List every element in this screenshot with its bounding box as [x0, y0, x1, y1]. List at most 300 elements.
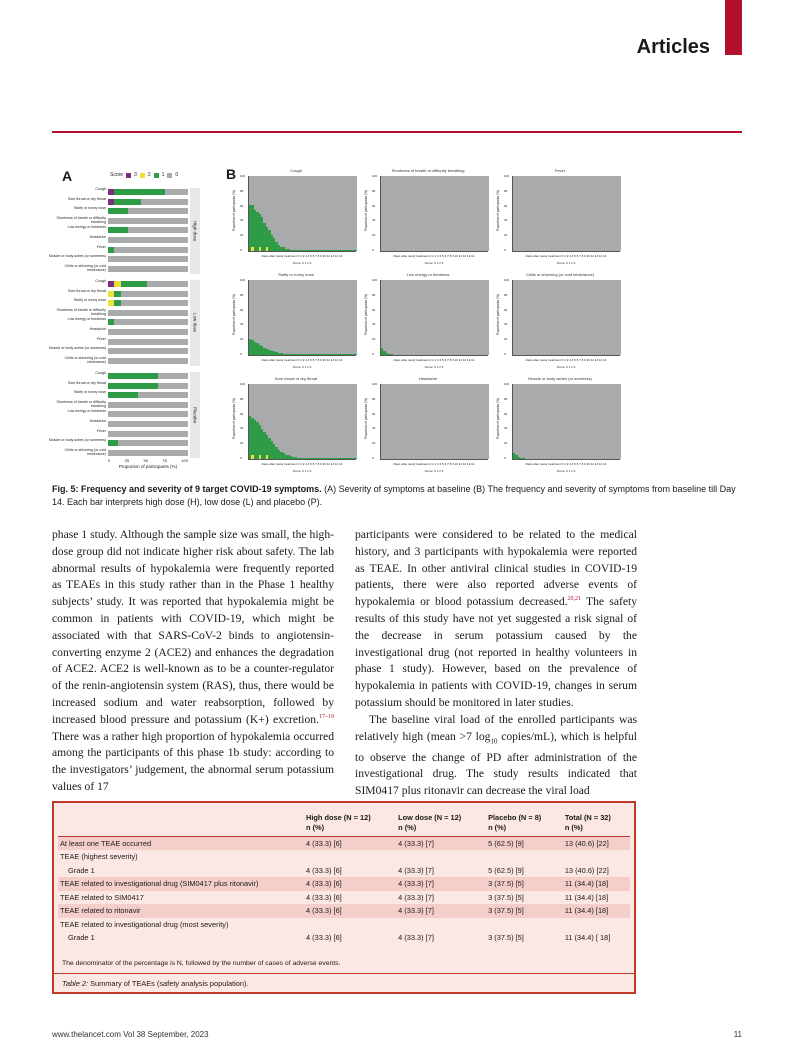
- plot-area: [512, 280, 620, 356]
- day-bar: [487, 176, 490, 251]
- symptom-label: Shortness of breath or difficulty breathing: [56, 215, 106, 224]
- row-label: Grade 1: [68, 933, 95, 943]
- tick-label: 0: [240, 455, 242, 460]
- y-axis-ticks: [372, 382, 377, 460]
- symptom-chart: [496, 272, 624, 372]
- tick-label: 40: [240, 426, 244, 431]
- plot-area: [380, 384, 488, 460]
- symptom-row: [52, 410, 202, 418]
- row-label: TEAE related to ritonavir: [58, 904, 304, 918]
- figure-5: [48, 160, 622, 473]
- legend-label: 2: [147, 172, 151, 178]
- tick-label: 100: [504, 278, 510, 282]
- cell-value: [563, 918, 630, 932]
- tick-label: 100: [181, 458, 188, 463]
- legend-label: 1: [161, 172, 165, 178]
- right-col-text-2a: The baseline viral load of the enrolled participants was relatively high (mean >7 log: [355, 712, 637, 743]
- cell-value: 11 (34.4) [ 18]: [564, 933, 611, 943]
- chart-title: Stuffy or runny nose: [278, 272, 314, 277]
- symptom-label: Chills or shivering (or cold intolerance): [64, 355, 106, 364]
- proportion-bar: [108, 300, 188, 306]
- score-segment: [121, 281, 147, 287]
- tick-label: 0: [504, 351, 506, 356]
- tick-label: 60: [372, 307, 376, 312]
- symptom-label: Low energy or tiredness: [67, 409, 106, 414]
- day-bar: [355, 384, 358, 459]
- tick-label: 40: [372, 426, 376, 431]
- plot-area: [512, 176, 620, 252]
- symptom-chart: [232, 272, 360, 372]
- tick-label: 80: [240, 396, 244, 401]
- y-axis-label: Proportion of participants (%): [496, 294, 500, 336]
- symptom-row: [52, 328, 202, 336]
- tick-label: 0: [504, 455, 506, 460]
- chart-title: Fever: [554, 168, 566, 173]
- tick-label: 0: [372, 351, 374, 356]
- cell-value: [563, 850, 630, 864]
- tick-label: 100: [504, 174, 510, 178]
- tick-label: 100: [372, 278, 378, 282]
- log-subscript: 10: [490, 736, 498, 745]
- tick-label: 40: [240, 322, 244, 327]
- x-axis-label: Days after study treatment 0 1 2 3 4 5 6 7 8 9 10 11 12 13 14: [525, 254, 607, 258]
- cell-value: 4 (33.3) [7]: [398, 865, 434, 875]
- x-axis-title: Proportion of participants (%): [118, 464, 178, 469]
- proportion-bar: [108, 411, 188, 417]
- tick-label: 80: [372, 292, 376, 297]
- symptom-label: Sore throat or dry throat: [67, 196, 106, 201]
- tick-label: 40: [504, 426, 508, 431]
- panel-b-label: B: [226, 166, 237, 182]
- tick-label: 60: [240, 411, 244, 416]
- symptom-label: Low energy or tiredness: [67, 225, 106, 230]
- tick-label: 40: [372, 218, 376, 223]
- table-caption: [54, 973, 634, 993]
- symptom-label: Stuffy or runny nose: [73, 298, 106, 303]
- group-label: Placebo: [190, 372, 200, 458]
- proportion-bar: [108, 392, 188, 398]
- tick-label: 40: [504, 218, 508, 223]
- legend-swatch: [167, 173, 172, 178]
- symptom-row: [52, 357, 202, 365]
- symptom-label: Stuffy or runny nose: [73, 390, 106, 395]
- symptom-row: [52, 430, 202, 438]
- symptom-label: Headache: [89, 327, 106, 331]
- symptom-label: Shortness of breath or difficulty breathing: [56, 399, 106, 408]
- symptom-row: [48, 346, 202, 355]
- symptom-chart: [496, 168, 624, 268]
- tick-label: 0: [108, 458, 111, 463]
- table-row: [58, 904, 630, 918]
- y-axis-label: Proportion of participants (%): [364, 190, 368, 232]
- symptom-row: [52, 246, 202, 254]
- y-axis-label: Proportion of participants (%): [232, 398, 236, 440]
- proportion-bar: [108, 383, 188, 389]
- symptom-row: [52, 318, 202, 326]
- cell-value: 4 (33.3) [7]: [396, 904, 486, 918]
- symptom-label: Sore throat or dry throat: [67, 380, 106, 385]
- y-axis-label: Proportion of participants (%): [232, 294, 236, 336]
- caption-title: Frequency and severity of 9 target COVID-19 symptoms.: [81, 484, 322, 494]
- plot-area: [380, 280, 488, 356]
- tick-label: 20: [504, 233, 508, 238]
- column-header: High dose (N = 12) n (%): [304, 807, 396, 837]
- chart-legend: Score: 0 1 2 3: [292, 365, 312, 369]
- cell-value: 3 (37.5) [5]: [486, 904, 563, 918]
- proportion-bar: [108, 402, 188, 408]
- tick-label: 80: [504, 292, 508, 297]
- y-axis-label: Proportion of participants (%): [496, 190, 500, 232]
- symptom-label: Fever: [96, 336, 106, 341]
- panel-a: [48, 160, 202, 472]
- column-header: Total (N = 32) n (%): [563, 807, 630, 837]
- left-col-text: phase 1 study. Although the sample size was small, the high-dose group did not indicate higher risk about safety. The lab abnormal results of hypokalemia were frequently reported as TEAEs in this study rather than in the Phase 1 healthy subjects’ study. It was reported that hypokalemia might be common in patients with COVID-19, which might be associated with that SARS-CoV-2 binds to angiotensin-converting enzyme 2 (ACE2) and enhances the degradation of ACE2. ACE2 is well-known as to be a counter-regulator of the renin-angiotensin system (RAS), thus, there would be increased sodium and water reabsorption, followed by increased blood pressure and potassium (K+) excretion.: [52, 528, 334, 726]
- panel-a-label: A: [62, 168, 73, 184]
- table-row: [58, 918, 630, 932]
- symptom-label: Cough: [95, 187, 106, 191]
- tick-label: 40: [504, 322, 508, 327]
- tick-label: 25: [124, 458, 130, 463]
- symptom-row: [52, 198, 202, 206]
- proportion-bar: [108, 348, 188, 354]
- tick-label: 20: [504, 337, 508, 342]
- chart-title: Muscle or body aches (or soreness): [528, 376, 592, 381]
- cell-value: 4 (33.3) [6]: [306, 892, 342, 902]
- symptom-row: [52, 382, 202, 390]
- symptom-label: Chills or shivering (or cold intolerance): [64, 447, 106, 456]
- symptom-row: [52, 265, 202, 273]
- table-2: [52, 801, 636, 994]
- symptom-row: [52, 207, 202, 215]
- score-segment: [108, 208, 128, 214]
- x-axis-label: Days after study treatment 0 1 2 3 4 5 6 7 8 9 10 11 12 13 14: [393, 254, 475, 258]
- teae-table: [58, 807, 630, 945]
- proportion-bar: [108, 281, 188, 287]
- cell-value: 11 (34.4) [18]: [563, 877, 630, 891]
- chart-legend: Score: 0 1 2 3: [424, 469, 444, 473]
- tick-label: 0: [372, 455, 374, 460]
- proportion-bar: [108, 329, 188, 335]
- cell-value: 11 (34.4) [18]: [563, 904, 630, 918]
- score-legend: [110, 172, 178, 178]
- proportion-bar: [108, 218, 188, 224]
- tick-label: 40: [372, 322, 376, 327]
- legend-title: Score: [110, 172, 124, 178]
- plot-area: [248, 280, 356, 356]
- ref-link[interactable]: 20,21: [567, 596, 582, 603]
- table-caption-text: Summary of TEAEs (safety analysis population).: [88, 979, 249, 988]
- tick-label: 20: [372, 337, 376, 342]
- symptom-row: [48, 438, 202, 447]
- proportion-bar: [108, 440, 188, 446]
- tick-label: 0: [240, 247, 242, 252]
- group-label: Low dose: [190, 280, 200, 366]
- cell-value: 4 (33.3) [6]: [304, 904, 396, 918]
- tick-label: 60: [504, 307, 508, 312]
- x-axis-ticks: [108, 458, 188, 463]
- tick-label: 50: [143, 458, 148, 463]
- ref-link[interactable]: 17–19: [319, 713, 334, 720]
- tick-label: 60: [504, 203, 508, 208]
- tick-label: 60: [504, 411, 508, 416]
- proportion-bar: [108, 373, 188, 379]
- symptom-row: [52, 299, 202, 307]
- symptom-chart: [232, 168, 360, 268]
- proportion-bar: [108, 189, 188, 195]
- table-caption-label: Table 2:: [62, 979, 89, 988]
- proportion-bar: [108, 358, 188, 364]
- tick-label: 80: [504, 188, 508, 193]
- day-bar: [619, 384, 622, 459]
- proportion-bar: [108, 291, 188, 297]
- score-1-fill: [355, 354, 358, 355]
- x-axis-label: Days after study treatment 0 1 2 3 4 5 6 7 8 9 10 11 12 13 14: [261, 254, 343, 258]
- symptom-row: [52, 391, 202, 399]
- day-bar: [355, 176, 358, 251]
- symptom-row: [48, 254, 202, 263]
- body-left-column: [52, 527, 334, 796]
- x-axis-label: Days after study treatment 0 1 2 3 4 5 6 7 8 9 10 11 12 13 14: [525, 462, 607, 466]
- plot-area: [248, 176, 356, 252]
- tick-label: 20: [372, 233, 376, 238]
- header-rule: [52, 131, 742, 133]
- tick-label: 60: [240, 307, 244, 312]
- symptom-label: Fever: [96, 428, 106, 433]
- symptom-row: [52, 217, 202, 225]
- score-segment: [108, 373, 158, 379]
- symptom-label: Fever: [96, 244, 106, 249]
- row-label: TEAE related to investigational drug (most severity): [60, 919, 229, 929]
- cell-value: 4 (33.3) [6]: [306, 865, 342, 875]
- row-label: Grade 1: [68, 865, 95, 875]
- score-segment: [108, 247, 114, 253]
- table-row: [58, 850, 630, 864]
- panel-b: [226, 160, 624, 473]
- chart-title: Shortness of breath or difficulty breathing: [391, 168, 465, 173]
- symptom-row: [52, 226, 202, 234]
- tick-label: 100: [504, 382, 510, 386]
- y-axis-label: Proportion of participants (%): [232, 190, 236, 232]
- symptom-label: Muscle or body aches (or soreness): [48, 438, 106, 443]
- proportion-bar: [108, 310, 188, 316]
- tick-label: 20: [240, 337, 244, 342]
- y-axis-ticks: [372, 278, 377, 356]
- score-1-fill: [355, 250, 358, 251]
- score-segment: [114, 300, 120, 306]
- caption-text: (A) Severity of symptoms at baseline (B) The frequency and severity of symptoms from baseline till Day 14. Each bar interprets high dose (H), low dose (L) and placebo (P).: [52, 484, 736, 507]
- cell-value: 13 (40.6) [22]: [563, 837, 630, 851]
- cell-value: 4 (33.3) [6]: [304, 837, 396, 851]
- chart-legend: Score: 0 1 2 3: [292, 469, 312, 473]
- symptom-label: Cough: [95, 371, 106, 375]
- y-axis-label: Proportion of participants (%): [364, 398, 368, 440]
- legend-swatch: [126, 173, 131, 178]
- proportion-bar: [108, 237, 188, 243]
- right-col-text-2b: copies/mL), which is helpful to observe the change of PD after administration of the investigational drug. The study results indicated that SIM0417 plus ritonavir can decrease the viral load: [355, 729, 637, 798]
- proportion-bar: [108, 227, 188, 233]
- section-title: Articles: [636, 36, 710, 58]
- tick-label: 80: [240, 292, 244, 297]
- proportion-bar: [108, 450, 188, 456]
- y-axis-ticks: [504, 174, 509, 252]
- tick-label: 75: [162, 458, 167, 463]
- day-bar: [355, 280, 358, 355]
- y-axis-ticks: [240, 278, 245, 356]
- chart-legend: Score: 0 1 2 3: [424, 261, 444, 265]
- plot-area: [512, 384, 620, 460]
- page-number: 11: [733, 1030, 742, 1039]
- cell-value: [396, 850, 486, 864]
- symptom-row: [52, 449, 202, 457]
- journal-color-bar: [725, 0, 742, 55]
- score-1-fill: [355, 458, 358, 459]
- row-label: At least one TEAE occurred: [58, 837, 304, 851]
- symptom-label: Low energy or tiredness: [67, 317, 106, 322]
- chart-title: Chills or shivering (or cold intolerance): [525, 272, 595, 277]
- plot-area: [380, 176, 488, 252]
- symptom-label: Chills or shivering (or cold intolerance): [64, 263, 106, 272]
- chart-title: Low energy or tiredness: [406, 272, 450, 277]
- proportion-bar: [108, 421, 188, 427]
- tick-label: 20: [240, 441, 244, 446]
- cell-value: 13 (40.6) [22]: [564, 865, 609, 875]
- column-header: Low dose (N = 12) n (%): [396, 807, 486, 837]
- legend-swatch: [154, 173, 159, 178]
- cell-value: 4 (33.3) [7]: [398, 892, 434, 902]
- cell-value: [486, 850, 563, 864]
- cell-value: 4 (33.3) [6]: [306, 933, 342, 943]
- tick-label: 100: [372, 174, 378, 178]
- tick-label: 40: [240, 218, 244, 223]
- caption-label: Fig. 5:: [52, 484, 79, 494]
- score-segment: [108, 383, 158, 389]
- proportion-bar: [108, 266, 188, 272]
- symptom-chart: [364, 376, 492, 476]
- cell-value: 4 (33.3) [7]: [396, 877, 486, 891]
- column-header: Placebo (N = 8) n (%): [486, 807, 563, 837]
- tick-label: 100: [240, 382, 246, 386]
- footer-journal[interactable]: www.thelancet.com Vol 38 September, 2023: [52, 1030, 209, 1039]
- table-note: The denominator of the percentage is N, followed by the number of cases of adverse events.: [62, 960, 341, 967]
- score-segment: [108, 227, 128, 233]
- y-axis-label: Proportion of participants (%): [496, 398, 500, 440]
- symptom-label: Muscle or body aches (or soreness): [48, 346, 106, 351]
- tick-label: 80: [372, 396, 376, 401]
- chart-title: Headache: [418, 376, 438, 381]
- score-segment: [108, 319, 114, 325]
- symptom-row: [52, 309, 202, 317]
- tick-label: 20: [240, 233, 244, 238]
- tick-label: 20: [372, 441, 376, 446]
- cell-value: [396, 918, 486, 932]
- proportion-bar: [108, 339, 188, 345]
- left-col-text-2: There was a rather high proportion of hypokalemia occurred among the participants of this phase 1b study: according to the investigators’ judgement, the abnormal serum potassium values of 17: [52, 729, 334, 793]
- y-axis-ticks: [504, 382, 509, 460]
- symptom-row: [52, 290, 202, 298]
- cell-value: 4 (33.3) [6]: [304, 877, 396, 891]
- legend-swatch: [140, 173, 145, 178]
- symptom-row: [52, 420, 202, 428]
- tick-label: 80: [504, 396, 508, 401]
- score-segment: [114, 291, 120, 297]
- legend-label: 0: [175, 172, 179, 178]
- table-row: [58, 837, 630, 851]
- proportion-bar: [108, 256, 188, 262]
- day-bar: [619, 280, 622, 355]
- y-axis-ticks: [240, 382, 245, 460]
- tick-label: 0: [372, 247, 374, 252]
- y-axis-ticks: [504, 278, 509, 356]
- table-row: [58, 864, 630, 878]
- cell-value: 3 (37.5) [5]: [488, 933, 524, 943]
- symptom-label: Sore throat or dry throat: [67, 288, 106, 293]
- chart-legend: Score: 0 1 2 3: [424, 365, 444, 369]
- y-axis-ticks: [240, 174, 245, 252]
- right-col-text-1b: The safety results of this study have not yet suggested a risk signal of the decrease in serum potassium caused by the investigational drug (not reported in healthy volunteers in phase 1 study). However, based on the prevalence of hypokalemia in patients with COVID-19, changes in serum potassium should be monitored in later studies.: [355, 595, 637, 709]
- table-row: [58, 891, 630, 905]
- symptom-chart: [364, 168, 492, 268]
- symptom-chart: [232, 376, 360, 476]
- proportion-bar: [108, 431, 188, 437]
- day-bar: [487, 280, 490, 355]
- symptom-label: Muscle or body aches (or soreness): [48, 254, 106, 259]
- cell-value: 3 (37.5) [5]: [486, 877, 563, 891]
- tick-label: 100: [240, 278, 246, 282]
- symptom-chart: [496, 376, 624, 476]
- symptom-chart: [364, 272, 492, 372]
- table-row: [58, 877, 630, 891]
- symptom-label: Shortness of breath or difficulty breathing: [56, 307, 106, 316]
- cell-value: 3 (37.5) [5]: [488, 892, 524, 902]
- symptom-row: [52, 401, 202, 409]
- table-header-empty: [58, 807, 304, 837]
- tick-label: 100: [240, 174, 246, 178]
- x-axis: [108, 458, 188, 469]
- cell-value: 11 (34.4) [18]: [564, 892, 609, 902]
- y-axis-ticks: [372, 174, 377, 252]
- group-label: High dose: [190, 188, 200, 274]
- tick-label: 80: [240, 188, 244, 193]
- proportion-bar: [108, 247, 188, 253]
- symptom-label: Cough: [95, 279, 106, 283]
- tick-label: 60: [372, 203, 376, 208]
- tick-label: 60: [240, 203, 244, 208]
- chart-legend: Score: 0 1 2 3: [556, 469, 576, 473]
- chart-title: Sore throat or dry throat: [274, 376, 318, 381]
- symptom-row: [52, 338, 202, 346]
- tick-label: 0: [240, 351, 242, 356]
- score-segment: [108, 440, 118, 446]
- row-label: TEAE related to investigational drug (SIM0417 plus ritonavir): [58, 877, 304, 891]
- x-axis-label: Days after study treatment 0 1 2 3 4 5 6 7 8 9 10 11 12 13 14: [393, 358, 475, 362]
- y-axis-label: Proportion of participants (%): [364, 294, 368, 336]
- cell-value: 4 (33.3) [7]: [398, 933, 434, 943]
- chart-legend: Score: 0 1 2 3: [292, 261, 312, 265]
- proportion-bar: [108, 199, 188, 205]
- symptom-row: [52, 236, 202, 244]
- cell-value: 5 (62.5) [9]: [488, 865, 524, 875]
- x-axis-label: Days after study treatment 0 1 2 3 4 5 6 7 8 9 10 11 12 13 14: [525, 358, 607, 362]
- row-label: TEAE related to SIM0417: [60, 892, 144, 902]
- body-right-column: [355, 527, 637, 800]
- day-bar: [487, 384, 490, 459]
- right-col-text: participants were considered to be related to the medical history, and 3 participants with hypokalemia were reported as TEAE. In other antiviral clinical studies in COVID-19 patients, there were also reported adverse events of hypokalemia or blood potassium decreased.: [355, 528, 637, 609]
- tick-label: 20: [504, 441, 508, 446]
- tick-label: 80: [372, 188, 376, 193]
- chart-legend: Score: 0 1 2 3: [556, 365, 576, 369]
- figure-caption: [52, 483, 742, 509]
- x-axis-label: Days after study treatment 0 1 2 3 4 5 6 7 8 9 10 11 12 13 14: [393, 462, 475, 466]
